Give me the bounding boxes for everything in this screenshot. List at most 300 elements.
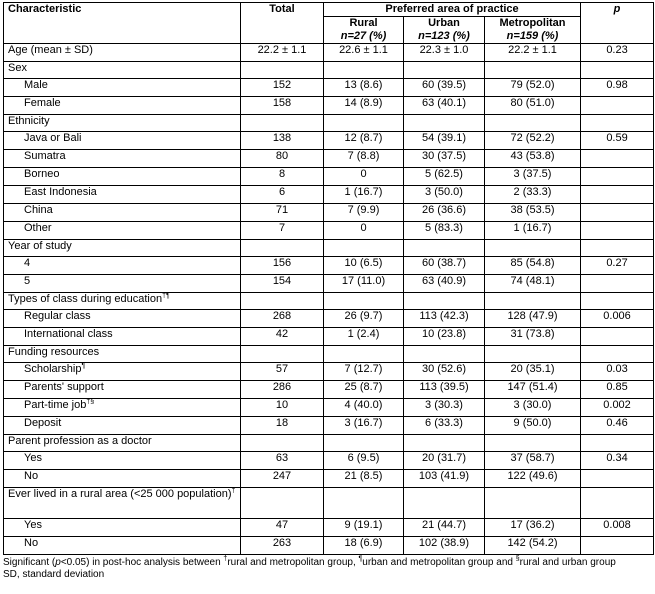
- total-cell: [241, 115, 324, 132]
- metro-cell: [485, 132, 581, 150]
- total-cell-text: 158: [272, 97, 292, 109]
- total-cell: [241, 204, 324, 222]
- total-cell-text: 138: [272, 132, 292, 144]
- urban-cell: [404, 168, 485, 186]
- table-row: [4, 519, 654, 537]
- metro-cell-text: 72 (52.2): [510, 132, 555, 144]
- urban-cell: [404, 97, 485, 115]
- urban-cell: [404, 346, 485, 363]
- rural-cell: [324, 328, 404, 346]
- metro-cell-text: 80 (51.0): [510, 97, 555, 109]
- rural-cell: [324, 519, 404, 537]
- row-label: [4, 381, 241, 399]
- rural-cell: [324, 132, 404, 150]
- table-row: [4, 44, 654, 62]
- row-label-text: Parent profession as a doctor: [8, 435, 152, 447]
- p-cell-text: 0.03: [606, 363, 628, 375]
- metro-cell-text: 85 (54.8): [510, 257, 555, 269]
- total-cell: [241, 62, 324, 79]
- p-cell: [581, 417, 654, 435]
- urban-cell-text: 60 (39.5): [421, 79, 467, 91]
- row-label-text: Part-time job: [24, 399, 87, 411]
- rural-cell: [324, 363, 404, 381]
- row-label: [4, 293, 241, 310]
- total-cell: [241, 519, 324, 537]
- total-cell: [241, 186, 324, 204]
- footnote-text: <0.05) in post-hoc analysis between: [60, 557, 224, 568]
- row-label: [4, 222, 241, 240]
- p-cell: [581, 115, 654, 132]
- p-cell-text: 0.006: [603, 310, 631, 322]
- total-cell: [241, 381, 324, 399]
- row-label: [4, 257, 241, 275]
- total-cell-text: 47: [275, 519, 289, 531]
- header-metro-n: n=159 (%): [506, 30, 559, 42]
- footnote-sd: SD, standard deviation: [3, 569, 105, 580]
- table-row: [4, 132, 654, 150]
- header-total: Total: [241, 3, 324, 44]
- total-cell: [241, 275, 324, 293]
- header-rural-n: n=27 (%): [340, 30, 387, 42]
- section-row: [4, 346, 654, 363]
- metro-cell: [485, 79, 581, 97]
- total-cell: [241, 537, 324, 555]
- rural-cell: [324, 97, 404, 115]
- metro-cell: [485, 537, 581, 555]
- metro-cell: [485, 97, 581, 115]
- row-label-text: Scholarship: [24, 363, 82, 375]
- row-label-text: East Indonesia: [24, 186, 97, 198]
- rural-cell: [324, 293, 404, 310]
- urban-cell-text: 103 (41.9): [418, 470, 470, 482]
- row-label: [4, 132, 241, 150]
- table-row: [4, 97, 654, 115]
- row-label-text: Other: [24, 222, 52, 234]
- section-row: [4, 488, 654, 519]
- urban-cell-text: 63 (40.1): [421, 97, 467, 109]
- metro-cell: [485, 168, 581, 186]
- row-label-sup: †¶: [162, 292, 170, 300]
- table-footnotes: [3, 557, 653, 581]
- total-cell-text: 57: [275, 363, 289, 375]
- rural-cell: [324, 168, 404, 186]
- metro-cell: [485, 115, 581, 132]
- p-cell: [581, 537, 654, 555]
- rural-cell: [324, 310, 404, 328]
- urban-cell: [404, 115, 485, 132]
- total-cell: [241, 399, 324, 417]
- total-cell: [241, 470, 324, 488]
- rural-cell: [324, 381, 404, 399]
- table-row: [4, 275, 654, 293]
- urban-cell: [404, 79, 485, 97]
- row-label-text: Types of class during education: [8, 293, 163, 305]
- total-cell-text: 156: [272, 257, 292, 269]
- total-cell-text: 152: [272, 79, 292, 91]
- header-p-value: p: [581, 3, 654, 44]
- metro-cell: [485, 275, 581, 293]
- table-row: [4, 452, 654, 470]
- row-label-text: Sex: [8, 62, 27, 74]
- rural-cell: [324, 537, 404, 555]
- urban-cell: [404, 363, 485, 381]
- total-cell-text: 6: [278, 186, 286, 198]
- urban-cell-text: 20 (31.7): [421, 452, 467, 464]
- table-row: [4, 417, 654, 435]
- metro-cell: [485, 346, 581, 363]
- p-cell-text: 0.27: [606, 257, 628, 269]
- rural-cell: [324, 346, 404, 363]
- rural-cell-text: 6 (9.5): [347, 452, 380, 464]
- rural-cell: [324, 150, 404, 168]
- row-label: [4, 537, 241, 555]
- row-label: [4, 417, 241, 435]
- rural-cell: [324, 79, 404, 97]
- rural-cell-text: 1 (2.4): [347, 328, 380, 340]
- rural-cell-text: 25 (8.7): [344, 381, 383, 393]
- rural-cell: [324, 470, 404, 488]
- rural-cell-text: 21 (8.5): [344, 470, 383, 482]
- row-label: [4, 399, 241, 417]
- p-cell-text: 0.23: [606, 44, 628, 56]
- metro-cell-text: 17 (36.2): [510, 519, 555, 531]
- p-cell: [581, 293, 654, 310]
- table-row: [4, 328, 654, 346]
- row-label: [4, 204, 241, 222]
- footnote-significance: [3, 557, 653, 569]
- metro-cell: [485, 257, 581, 275]
- header-preferred-area: Preferred area of practice: [324, 3, 581, 17]
- urban-cell-text: 54 (39.1): [421, 132, 467, 144]
- metro-cell-text: 147 (51.4): [507, 381, 558, 393]
- rural-cell: [324, 62, 404, 79]
- total-cell-text: 10: [275, 399, 289, 411]
- total-cell: [241, 346, 324, 363]
- p-cell: [581, 150, 654, 168]
- row-label: [4, 310, 241, 328]
- table-row: [4, 470, 654, 488]
- metro-cell: [485, 240, 581, 257]
- p-cell: [581, 186, 654, 204]
- row-label: [4, 97, 241, 115]
- rural-cell: [324, 204, 404, 222]
- row-label: [4, 240, 241, 257]
- row-label-text: No: [24, 537, 39, 549]
- metro-cell: [485, 363, 581, 381]
- rural-cell: [324, 452, 404, 470]
- metro-cell: [485, 44, 581, 62]
- urban-cell-text: 26 (36.6): [421, 204, 467, 216]
- rural-cell-text: 3 (16.7): [344, 417, 383, 429]
- row-label-text: International class: [24, 328, 113, 340]
- rural-cell-text: 7 (12.7): [344, 363, 383, 375]
- urban-cell: [404, 310, 485, 328]
- metro-cell-text: 79 (52.0): [510, 79, 555, 91]
- p-cell: [581, 240, 654, 257]
- total-cell-text: 42: [275, 328, 289, 340]
- urban-cell: [404, 204, 485, 222]
- urban-cell: [404, 470, 485, 488]
- metro-cell-text: 74 (48.1): [510, 275, 555, 287]
- characteristics-table: [3, 2, 654, 555]
- rural-cell: [324, 186, 404, 204]
- section-row: [4, 115, 654, 132]
- p-cell: [581, 97, 654, 115]
- total-cell-text: 63: [275, 452, 289, 464]
- p-cell: [581, 488, 654, 519]
- total-cell: [241, 240, 324, 257]
- p-cell: [581, 470, 654, 488]
- row-label-text: 4: [24, 257, 31, 269]
- total-cell-text: 268: [272, 310, 292, 322]
- row-label-text: Funding resources: [8, 346, 100, 358]
- metro-cell: [485, 310, 581, 328]
- table-row: [4, 537, 654, 555]
- row-label: [4, 44, 241, 62]
- rural-cell: [324, 399, 404, 417]
- row-label-text: Yes: [24, 519, 42, 531]
- total-cell: [241, 132, 324, 150]
- metro-cell: [485, 381, 581, 399]
- footnote-sup: §: [515, 555, 520, 563]
- row-label-text: Age (mean ± SD): [8, 44, 93, 56]
- metro-cell: [485, 452, 581, 470]
- metro-cell-text: 31 (73.8): [510, 328, 555, 340]
- rural-cell: [324, 488, 404, 519]
- row-label-text: Sumatra: [24, 150, 66, 162]
- urban-cell: [404, 328, 485, 346]
- total-cell: [241, 310, 324, 328]
- rural-cell-text: 7 (8.8): [347, 150, 380, 162]
- section-row: [4, 240, 654, 257]
- urban-cell-text: 21 (44.7): [421, 519, 467, 531]
- total-cell: [241, 222, 324, 240]
- rural-cell: [324, 240, 404, 257]
- section-row: [4, 62, 654, 79]
- metro-cell-text: 3 (37.5): [513, 168, 552, 180]
- p-cell: [581, 44, 654, 62]
- metro-cell: [485, 186, 581, 204]
- row-label-text: Male: [24, 79, 48, 91]
- total-cell-text: 247: [272, 470, 292, 482]
- total-cell: [241, 452, 324, 470]
- table-body: [4, 44, 654, 555]
- row-label: [4, 62, 241, 79]
- p-cell: [581, 132, 654, 150]
- p-cell-text: 0.85: [606, 381, 628, 393]
- p-cell: [581, 62, 654, 79]
- table-row: [4, 168, 654, 186]
- urban-cell: [404, 62, 485, 79]
- header-urban-label: Urban: [428, 17, 460, 29]
- total-cell: [241, 363, 324, 381]
- rural-cell-text: 17 (11.0): [341, 275, 386, 287]
- row-label-text: Ethnicity: [8, 115, 50, 127]
- rural-cell: [324, 222, 404, 240]
- total-cell: [241, 257, 324, 275]
- total-cell: [241, 417, 324, 435]
- row-label: [4, 328, 241, 346]
- urban-cell-text: 22.3 ± 1.0: [419, 44, 469, 56]
- row-label: [4, 115, 241, 132]
- total-cell: [241, 168, 324, 186]
- rural-cell-text: 22.6 ± 1.1: [339, 44, 388, 56]
- urban-cell: [404, 293, 485, 310]
- urban-cell: [404, 222, 485, 240]
- metro-cell-text: 43 (53.8): [510, 150, 555, 162]
- row-label-text: Yes: [24, 452, 42, 464]
- row-label-text: Female: [24, 97, 61, 109]
- metro-cell-text: 1 (16.7): [513, 222, 552, 234]
- table-row: [4, 186, 654, 204]
- urban-cell: [404, 435, 485, 452]
- p-cell: [581, 381, 654, 399]
- footnote-text: rural and metropolitan group,: [227, 557, 359, 568]
- row-label: [4, 363, 241, 381]
- p-cell: [581, 168, 654, 186]
- row-label-text: China: [24, 204, 53, 216]
- section-row: [4, 435, 654, 452]
- urban-cell-text: 5 (62.5): [425, 168, 463, 180]
- p-cell-text: 0.002: [603, 399, 631, 411]
- urban-cell-text: 3 (50.0): [425, 186, 463, 198]
- urban-cell-text: 30 (52.6): [421, 363, 467, 375]
- metro-cell: [485, 435, 581, 452]
- rural-cell-text: 0: [360, 168, 367, 180]
- footnote-sup: †: [223, 555, 228, 563]
- total-cell: [241, 79, 324, 97]
- rural-cell-text: 7 (9.9): [347, 204, 380, 216]
- rural-cell-text: 0: [360, 222, 367, 234]
- total-cell-text: 18: [275, 417, 289, 429]
- rural-cell: [324, 435, 404, 452]
- row-label-text: Year of study: [8, 240, 72, 252]
- metro-cell-text: 9 (50.0): [513, 417, 552, 429]
- total-cell: [241, 150, 324, 168]
- urban-cell: [404, 417, 485, 435]
- urban-cell: [404, 150, 485, 168]
- footnote-text: Significant (: [3, 557, 56, 568]
- rural-cell: [324, 115, 404, 132]
- p-cell: [581, 346, 654, 363]
- total-cell: [241, 293, 324, 310]
- table-row: [4, 399, 654, 417]
- metro-cell: [485, 470, 581, 488]
- rural-cell: [324, 275, 404, 293]
- rural-cell-text: 10 (6.5): [344, 257, 383, 269]
- urban-cell: [404, 488, 485, 519]
- rural-cell-text: 26 (9.7): [344, 310, 383, 322]
- table-row: [4, 150, 654, 168]
- table-row: [4, 79, 654, 97]
- total-cell: [241, 328, 324, 346]
- rural-cell-text: 4 (40.0): [344, 399, 383, 411]
- urban-cell: [404, 275, 485, 293]
- urban-cell: [404, 186, 485, 204]
- rural-cell-text: 18 (6.9): [344, 537, 383, 549]
- total-cell-text: 8: [278, 168, 286, 180]
- row-label: [4, 186, 241, 204]
- p-cell-text: 0.59: [606, 132, 628, 144]
- table-row: [4, 222, 654, 240]
- metro-cell-text: 38 (53.5): [510, 204, 555, 216]
- header-urban-n: n=123 (%): [418, 30, 470, 42]
- row-label-text: Parents' support: [24, 381, 104, 393]
- row-label: [4, 79, 241, 97]
- urban-cell-text: 113 (39.5): [419, 381, 469, 393]
- urban-cell: [404, 381, 485, 399]
- urban-cell: [404, 399, 485, 417]
- rural-cell: [324, 44, 404, 62]
- p-cell: [581, 363, 654, 381]
- metro-cell-text: 2 (33.3): [513, 186, 552, 198]
- urban-cell-text: 30 (37.5): [421, 150, 467, 162]
- row-label: [4, 168, 241, 186]
- metro-cell-text: 122 (49.6): [507, 470, 558, 482]
- urban-cell: [404, 519, 485, 537]
- header-rural-label: Rural: [349, 17, 378, 29]
- urban-cell-text: 60 (38.7): [421, 257, 467, 269]
- p-cell-text: 0.34: [606, 452, 628, 464]
- urban-cell: [404, 240, 485, 257]
- footnote-text: urban and metropolitan group and: [362, 557, 516, 568]
- row-label-text: Deposit: [24, 417, 62, 429]
- table-row: [4, 381, 654, 399]
- row-label-text: No: [24, 470, 39, 482]
- metro-cell: [485, 222, 581, 240]
- row-label: [4, 275, 241, 293]
- row-label: [4, 346, 241, 363]
- row-label-sup: †: [231, 487, 236, 495]
- row-label-text: 5: [24, 275, 31, 287]
- row-label: [4, 519, 241, 537]
- total-cell-text: 71: [275, 204, 289, 216]
- rural-cell-text: 14 (8.9): [344, 97, 383, 109]
- footnote-p: p: [55, 557, 61, 568]
- table-row: [4, 257, 654, 275]
- p-cell: [581, 275, 654, 293]
- metro-cell: [485, 293, 581, 310]
- table-row: [4, 204, 654, 222]
- urban-cell-text: 3 (30.3): [425, 399, 463, 411]
- p-cell: [581, 399, 654, 417]
- metro-cell: [485, 328, 581, 346]
- header-characteristic: Characteristic: [4, 3, 241, 44]
- urban-cell-text: 6 (33.3): [425, 417, 463, 429]
- header-urban: [404, 17, 485, 44]
- header-metropolitan: [485, 17, 581, 44]
- row-label: [4, 435, 241, 452]
- rural-cell: [324, 257, 404, 275]
- urban-cell: [404, 452, 485, 470]
- metro-cell: [485, 62, 581, 79]
- header-rural: [324, 17, 404, 44]
- total-cell: [241, 97, 324, 115]
- p-cell: [581, 519, 654, 537]
- total-cell-text: 263: [272, 537, 292, 549]
- table-row: [4, 310, 654, 328]
- metro-cell-text: 3 (30.0): [513, 399, 552, 411]
- p-cell-text: 0.98: [606, 79, 628, 91]
- rural-cell-text: 13 (8.6): [344, 79, 383, 91]
- metro-cell-text: 142 (54.2): [507, 537, 558, 549]
- table-row: [4, 363, 654, 381]
- urban-cell: [404, 257, 485, 275]
- metro-cell-text: 128 (47.9): [507, 310, 558, 322]
- urban-cell-text: 63 (40.9): [421, 275, 467, 287]
- metro-cell-text: 20 (35.1): [510, 363, 555, 375]
- urban-cell-text: 102 (38.9): [418, 537, 470, 549]
